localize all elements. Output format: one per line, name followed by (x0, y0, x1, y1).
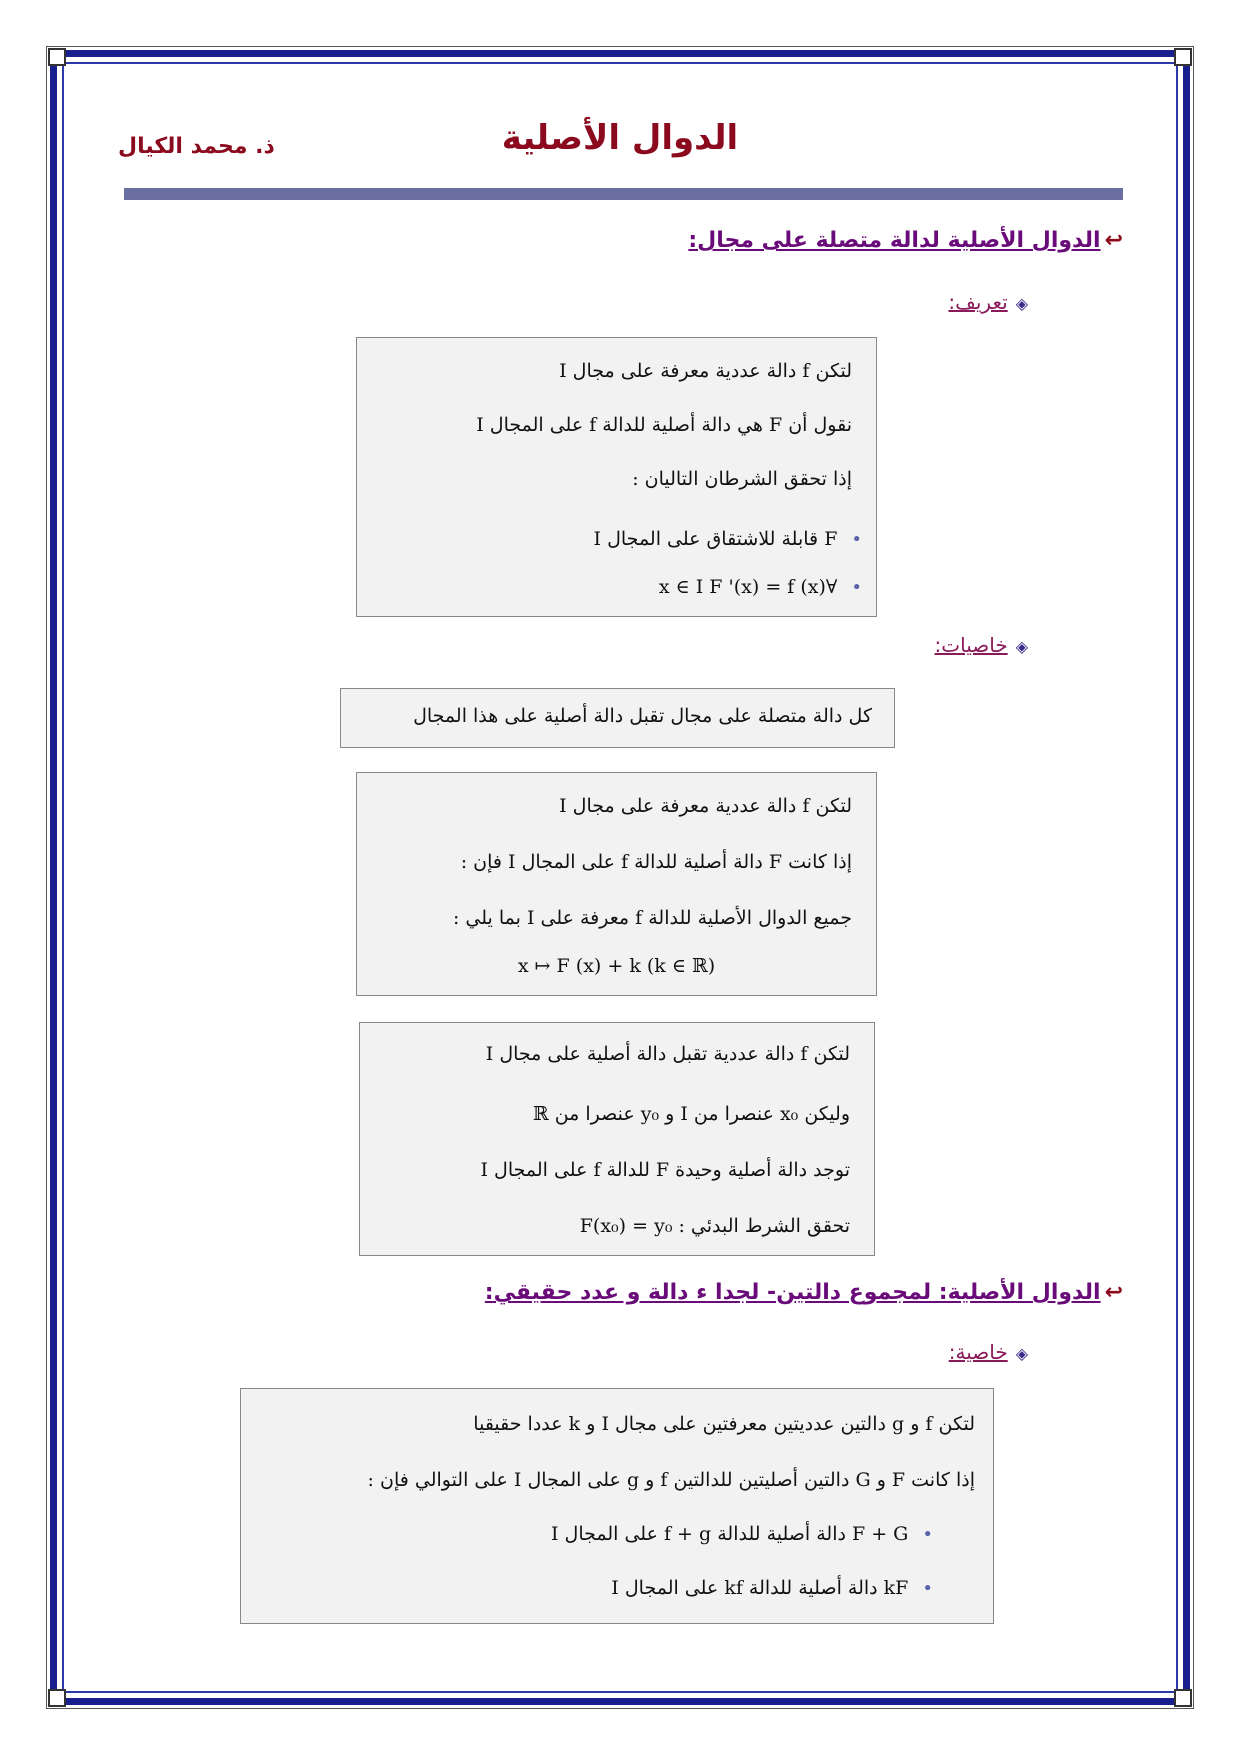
header-divider (124, 188, 1123, 200)
property-box-1 (340, 688, 895, 748)
property-text: كل دالة متصلة على مجال تقبل دالة أصلية على هذا المجال (413, 705, 872, 727)
bullet-icon: • (922, 1524, 933, 1545)
frame-corner (1174, 48, 1192, 66)
property-box-2 (356, 772, 877, 996)
property-line: لتكن f دالة عددية تقبل دالة أصلية على مجال I (485, 1043, 850, 1065)
properties-label: ◈خاصيات: (934, 633, 1028, 657)
definition-box (356, 337, 877, 617)
definition-bullet: •F قابلة للاشتقاق على المجال I (593, 528, 862, 550)
page-title: الدوال الأصلية (501, 118, 739, 158)
bullet-icon: • (851, 577, 862, 598)
diamond-icon: ◈ (1015, 1344, 1028, 1363)
bullet-icon: • (922, 1578, 933, 1599)
return-arrow-icon: ↩ (1104, 1280, 1123, 1305)
property-formula: x ↦ F (x) + k (k ∈ ℝ) (517, 955, 716, 977)
property-line: وليكن x₀ عنصرا من I و y₀ عنصرا من ℝ (532, 1103, 850, 1125)
property-line: إذا كانت F و G دالتين أصليتين للدالتين f و g على المجال I على التوالي فإن : (367, 1469, 975, 1491)
property-box-4 (240, 1388, 994, 1624)
property-line: جميع الدوال الأصلية للدالة f معرفة على I بما يلي : (452, 907, 852, 929)
property-bullet: •kF دالة أصلية للدالة kf على المجال I (611, 1577, 933, 1599)
property-line: إذا كانت F دالة أصلية للدالة f على المجال I فإن : (460, 851, 852, 873)
property-label: ◈خاصية: (948, 1340, 1028, 1364)
definition-label: ◈تعريف: (948, 290, 1028, 314)
property-line: تحقق الشرط البدئي : F(x₀) = y₀ (579, 1215, 850, 1237)
section-heading-1: ↩الدوال الأصلية لدالة متصلة على مجال: (688, 228, 1123, 253)
property-bullet: •F + G دالة أصلية للدالة f + g على المجال I (550, 1523, 933, 1545)
definition-line: لتكن f دالة عددية معرفة على مجال I (559, 360, 852, 382)
definition-line: إذا تحقق الشرطان التاليان : (632, 468, 852, 490)
property-box-3 (359, 1022, 875, 1256)
frame-corner (48, 1689, 66, 1707)
property-line: لتكن f دالة عددية معرفة على مجال I (559, 795, 852, 817)
property-line: لتكن f و g دالتين عدديتين معرفتين على مجال I و k عددا حقيقيا (473, 1413, 975, 1435)
return-arrow-icon: ↩ (1104, 228, 1123, 253)
frame-corner (48, 48, 66, 66)
definition-line: نقول أن F هي دالة أصلية للدالة f على المجال I (476, 414, 852, 436)
section-heading-2: ↩الدوال الأصلية: لمجموع دالتين- لجدا ء دالة و عدد حقيقي: (484, 1280, 1123, 1305)
frame-corner (1174, 1689, 1192, 1707)
property-line: توجد دالة أصلية وحيدة F للدالة f على المجال I (480, 1159, 850, 1181)
diamond-icon: ◈ (1015, 637, 1028, 656)
author-name: ذ. محمد الكيال (118, 134, 275, 159)
diamond-icon: ◈ (1015, 294, 1028, 313)
bullet-icon: • (851, 529, 862, 550)
definition-bullet: •∀x ∈ I F '(x) = f (x) (658, 576, 862, 598)
